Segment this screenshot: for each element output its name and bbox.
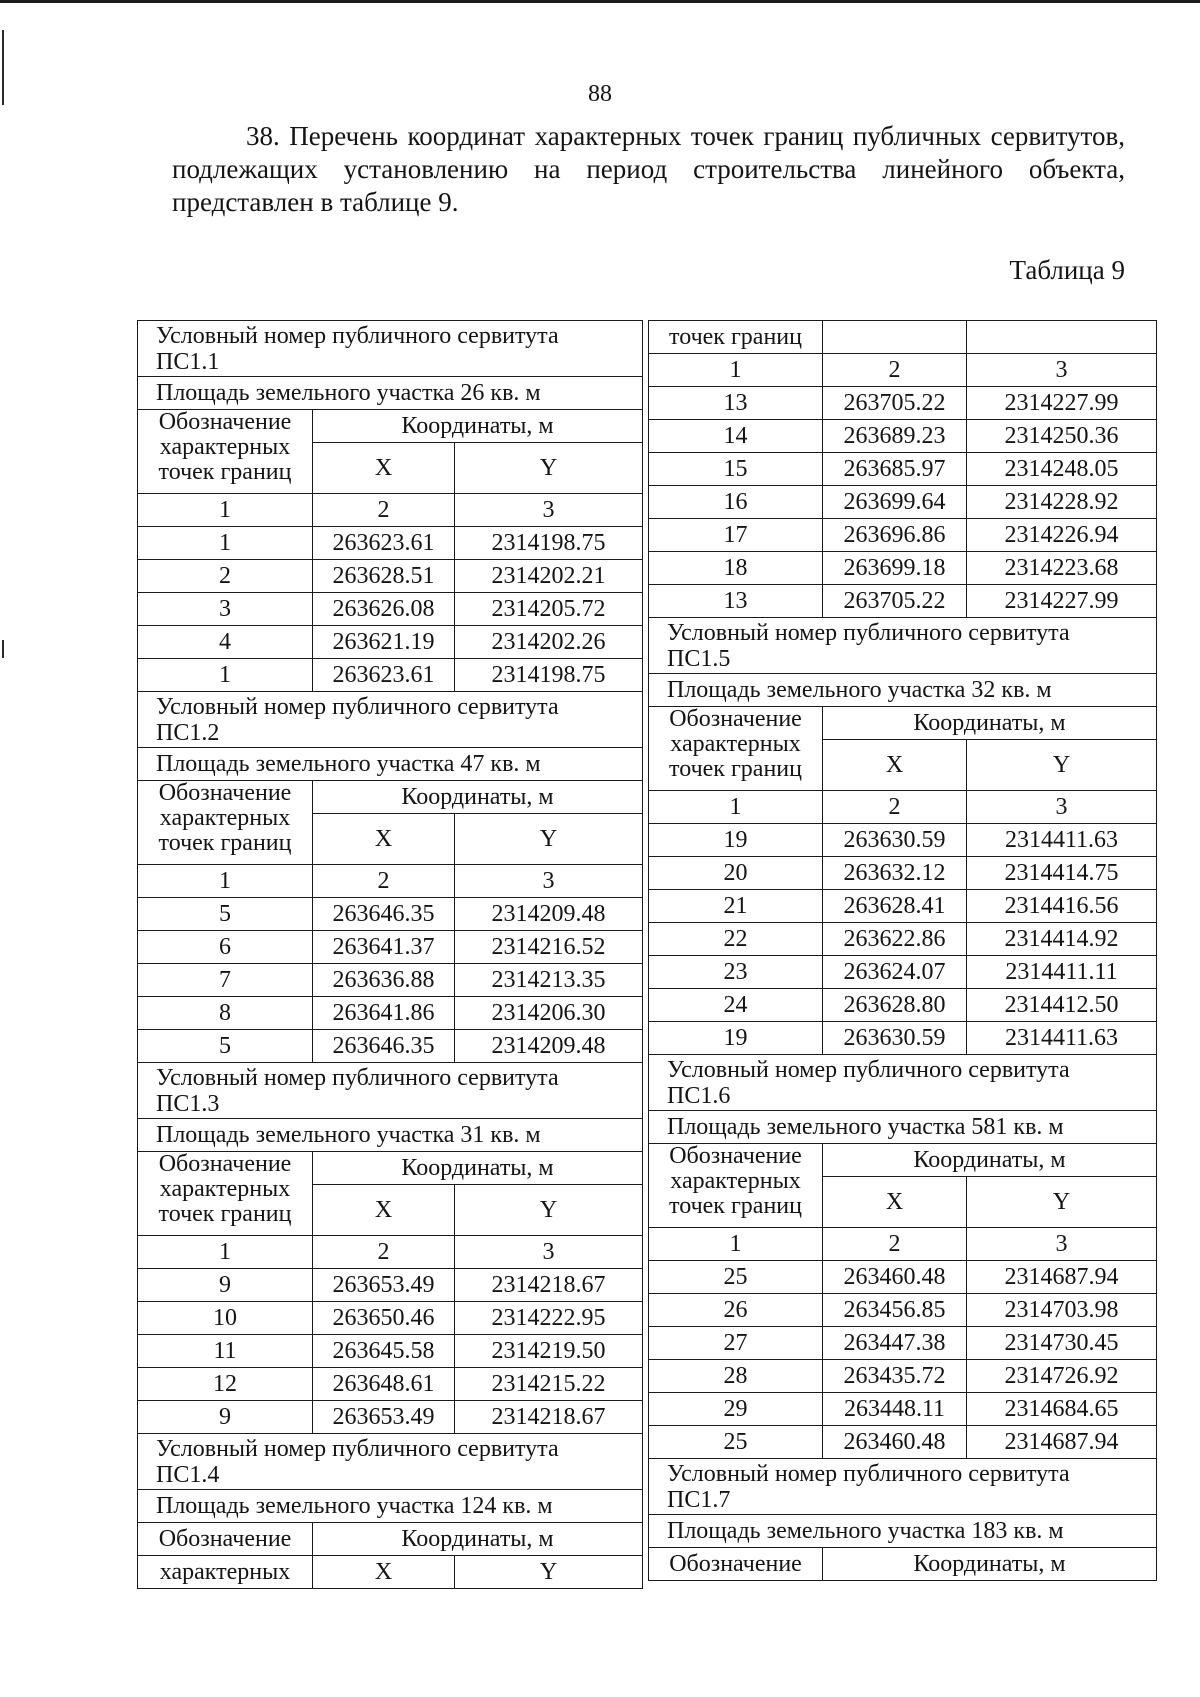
area-row: [649, 1515, 1157, 1548]
x-coordinate-cell: 263460.48: [823, 1426, 967, 1459]
column-number-2: 2: [823, 354, 967, 387]
points-label: точек границ: [158, 830, 292, 856]
point-number-cell: 4: [138, 626, 313, 659]
column-number-3: 3: [455, 1236, 643, 1269]
area-caption: [649, 674, 1157, 707]
area-row: [138, 1119, 643, 1152]
area-value: 31: [460, 1122, 485, 1148]
point-number-cell: 27: [649, 1327, 823, 1360]
x-header: X: [313, 443, 455, 494]
x-header: X: [313, 814, 455, 865]
header-row: [138, 781, 643, 814]
table-column-right: [648, 320, 1156, 1581]
area-row: [138, 377, 643, 410]
servitude-caption: [649, 618, 1157, 674]
y-coordinate-cell: 2314202.26: [455, 626, 643, 659]
y-coordinate-cell: 2314412.50: [967, 989, 1157, 1022]
servitude-caption: [649, 1055, 1157, 1111]
x-coordinate-cell: 263705.22: [823, 387, 967, 420]
x-header: X: [313, 1185, 455, 1236]
servitude-id: ПС1.3: [156, 1090, 220, 1117]
y-coordinate-cell: 2314687.94: [967, 1261, 1157, 1294]
area-label: Площадь земельного участка: [156, 751, 455, 777]
column-number-2: 2: [313, 865, 455, 898]
y-header: Y: [455, 443, 643, 494]
area-caption: [649, 1111, 1157, 1144]
table-row: [649, 1327, 1157, 1360]
table-row: [649, 857, 1157, 890]
x-coordinate-cell: 263696.86: [823, 519, 967, 552]
y-header: Y: [455, 1556, 643, 1589]
y-coordinate-cell: 2314414.92: [967, 923, 1157, 956]
characteristic-label: характерных: [670, 1168, 801, 1194]
table-row: [138, 931, 643, 964]
table-row: [649, 1022, 1157, 1055]
column-number-row: [138, 494, 643, 527]
x-coordinate-cell: 263646.35: [313, 898, 455, 931]
table-row: [649, 890, 1157, 923]
point-number-cell: 9: [138, 1269, 313, 1302]
column-number-1: 1: [649, 354, 823, 387]
intro-paragraph: 38. Перечень координат характерных точек границ публичных сервитутов, подлежащих установлению на период строительства линейного объекта, представлен в таблице 9.: [172, 121, 1125, 217]
x-coordinate-cell: 263650.46: [313, 1302, 455, 1335]
area-label: Площадь земельного участка: [667, 1114, 966, 1140]
x-coordinate-cell: 263689.23: [823, 420, 967, 453]
point-number-cell: 28: [649, 1360, 823, 1393]
servitude-label: Условный номер публичного сервитута: [667, 619, 1070, 646]
area-unit: кв. м: [502, 1493, 553, 1519]
area-unit: кв. м: [490, 1122, 541, 1148]
points-label: точек границ: [669, 756, 802, 782]
x-coordinate-cell: 263653.49: [313, 1401, 455, 1434]
y-coordinate-cell: 2314226.94: [967, 519, 1157, 552]
table-row: [138, 1302, 643, 1335]
page-number: 88: [588, 81, 612, 107]
y-coordinate-cell: 2314198.75: [455, 527, 643, 560]
coords-header: Координаты, м: [313, 410, 643, 443]
x-coordinate-cell: 263623.61: [313, 659, 455, 692]
y-coordinate-cell: 2314219.50: [455, 1335, 643, 1368]
servitude-id: ПС1.5: [667, 645, 731, 672]
point-number-cell: 25: [649, 1261, 823, 1294]
table-row: [649, 1426, 1157, 1459]
coords-header: Координаты, м: [313, 1152, 643, 1185]
coords-header: Координаты, м: [313, 1523, 643, 1556]
y-coordinate-cell: 2314202.21: [455, 560, 643, 593]
y-coordinate-cell: 2314416.56: [967, 890, 1157, 923]
points-header-continued: точек границ: [649, 321, 823, 354]
scan-edge: [0, 0, 1200, 3]
column-number-3: 3: [967, 791, 1157, 824]
designation-label: Обозначение: [669, 1143, 802, 1169]
y-header: Y: [967, 740, 1157, 791]
y-coordinate-cell: 2314687.94: [967, 1426, 1157, 1459]
points-label: точек границ: [158, 459, 292, 485]
servitude-id: ПС1.1: [156, 348, 220, 375]
coordinates-table-right: [648, 320, 1157, 1581]
y-coordinate-cell: 2314248.05: [967, 453, 1157, 486]
header-row: [138, 1523, 643, 1556]
point-number-cell: 10: [138, 1302, 313, 1335]
x-coordinate-cell: 263636.88: [313, 964, 455, 997]
servitude-label: Условный номер публичного сервитута: [667, 1056, 1070, 1083]
y-header: Y: [967, 1177, 1157, 1228]
area-value: 124: [460, 1493, 497, 1519]
table-row: [138, 964, 643, 997]
servitude-caption-row: [649, 1459, 1157, 1515]
column-number-2: 2: [313, 494, 455, 527]
area-unit: кв. м: [1013, 1518, 1064, 1544]
x-coordinate-cell: 263630.59: [823, 1022, 967, 1055]
point-number-cell: 1: [138, 659, 313, 692]
coords-header: Координаты, м: [823, 1548, 1157, 1581]
x-coordinate-cell: 263645.58: [313, 1335, 455, 1368]
scan-mark: [2, 640, 4, 658]
y-coordinate-cell: 2314703.98: [967, 1294, 1157, 1327]
area-value: 183: [971, 1518, 1008, 1544]
point-number-cell: 23: [649, 956, 823, 989]
servitude-label: Условный номер публичного сервитута: [667, 1460, 1070, 1487]
area-value: 32: [971, 677, 996, 703]
x-coordinate-cell: 263705.22: [823, 585, 967, 618]
points-label: точек границ: [158, 1201, 292, 1227]
point-number-cell: 8: [138, 997, 313, 1030]
area-label: Площадь земельного участка: [667, 1518, 966, 1544]
y-coordinate-cell: 2314250.36: [967, 420, 1157, 453]
table-row: [649, 1360, 1157, 1393]
table-row: [649, 989, 1157, 1022]
y-coordinate-cell: 2314726.92: [967, 1360, 1157, 1393]
x-coordinate-cell: 263699.64: [823, 486, 967, 519]
point-number-cell: 6: [138, 931, 313, 964]
column-number-1: 1: [138, 865, 313, 898]
table-row: [138, 1401, 643, 1434]
y-coordinate-cell: 2314209.48: [455, 898, 643, 931]
point-number-cell: 15: [649, 453, 823, 486]
point-number-cell: 17: [649, 519, 823, 552]
x-coordinate-cell: 263622.86: [823, 923, 967, 956]
table-row: [649, 420, 1157, 453]
point-number-cell: 11: [138, 1335, 313, 1368]
y-coordinate-cell: 2314215.22: [455, 1368, 643, 1401]
area-caption: [138, 1490, 643, 1523]
x-header: X: [823, 740, 967, 791]
area-unit: кв. м: [1001, 677, 1052, 703]
servitude-id: ПС1.7: [667, 1486, 731, 1513]
point-number-cell: 9: [138, 1401, 313, 1434]
designation-header: [649, 1144, 823, 1228]
x-coordinate-cell: 263435.72: [823, 1360, 967, 1393]
y-coordinate-cell: 2314227.99: [967, 585, 1157, 618]
header-row: [649, 321, 1157, 354]
area-caption: [138, 1119, 643, 1152]
header-row: [138, 410, 643, 443]
header-row: [649, 707, 1157, 740]
point-number-cell: 26: [649, 1294, 823, 1327]
x-coordinate-cell: 263641.37: [313, 931, 455, 964]
designation-header: Обозначение: [138, 1523, 313, 1556]
servitude-caption-row: [649, 1055, 1157, 1111]
area-row: [138, 1490, 643, 1523]
y-coordinate-cell: 2314209.48: [455, 1030, 643, 1063]
servitude-caption-row: [138, 1063, 643, 1119]
y-coordinate-cell: 2314198.75: [455, 659, 643, 692]
y-coordinate-cell: 2314411.63: [967, 824, 1157, 857]
point-number-cell: 1: [138, 527, 313, 560]
table-row: [138, 626, 643, 659]
designation-header: [138, 781, 313, 865]
y-header: Y: [455, 1185, 643, 1236]
table-row: [138, 560, 643, 593]
x-coordinate-cell: 263460.48: [823, 1261, 967, 1294]
servitude-id: ПС1.2: [156, 719, 220, 746]
point-number-cell: 13: [649, 387, 823, 420]
table-row: [138, 659, 643, 692]
table-row: [138, 1030, 643, 1063]
column-number-3: 3: [967, 354, 1157, 387]
table-row: [649, 824, 1157, 857]
y-coordinate-cell: 2314411.11: [967, 956, 1157, 989]
coords-header: Координаты, м: [313, 781, 643, 814]
area-value: 26: [460, 380, 485, 406]
designation-header: [138, 410, 313, 494]
table-row: [138, 593, 643, 626]
table-row: [649, 519, 1157, 552]
points-label: точек границ: [669, 1193, 802, 1219]
column-number-3: 3: [455, 494, 643, 527]
table-row: [649, 956, 1157, 989]
point-number-cell: 24: [649, 989, 823, 1022]
coords-header: Координаты, м: [823, 1144, 1157, 1177]
servitude-caption: [649, 1459, 1157, 1515]
x-coordinate-cell: 263624.07: [823, 956, 967, 989]
servitude-id: ПС1.6: [667, 1082, 731, 1109]
column-number-row: [649, 354, 1157, 387]
designation-header: Обозначение: [649, 1548, 823, 1581]
table-row: [138, 997, 643, 1030]
column-number-row: [138, 1236, 643, 1269]
characteristic-header: характерных: [138, 1556, 313, 1589]
point-number-cell: 3: [138, 593, 313, 626]
column-number-2: 2: [313, 1236, 455, 1269]
x-coordinate-cell: 263628.41: [823, 890, 967, 923]
x-header: X: [313, 1556, 455, 1589]
table-row: [649, 1393, 1157, 1426]
area-unit: кв. м: [490, 751, 541, 777]
header-row: [649, 1144, 1157, 1177]
x-coordinate-cell: 263630.59: [823, 824, 967, 857]
header-row: [138, 1152, 643, 1185]
servitude-id: ПС1.4: [156, 1461, 220, 1488]
y-coordinate-cell: 2314218.67: [455, 1401, 643, 1434]
y-coordinate-cell: 2314205.72: [455, 593, 643, 626]
point-number-cell: 19: [649, 1022, 823, 1055]
area-row: [649, 1111, 1157, 1144]
x-coordinate-cell: 263626.08: [313, 593, 455, 626]
y-coordinate-cell: 2314228.92: [967, 486, 1157, 519]
point-number-cell: 29: [649, 1393, 823, 1426]
area-unit: кв. м: [1013, 1114, 1064, 1140]
table-row: [138, 1368, 643, 1401]
x-coordinate-cell: 263646.35: [313, 1030, 455, 1063]
area-row: [649, 674, 1157, 707]
table-row: [649, 1294, 1157, 1327]
column-number-2: 2: [823, 1228, 967, 1261]
coordinates-table-left: [137, 320, 643, 1589]
point-number-cell: 5: [138, 898, 313, 931]
header-row: [138, 1556, 643, 1589]
x-coordinate-cell: 263628.80: [823, 989, 967, 1022]
x-coordinate-cell: 263448.11: [823, 1393, 967, 1426]
x-coordinate-cell: 263456.85: [823, 1294, 967, 1327]
x-coordinate-cell: 263447.38: [823, 1327, 967, 1360]
designation-header: [138, 1152, 313, 1236]
header-row: [649, 1548, 1157, 1581]
table-caption: Таблица 9: [1009, 255, 1125, 285]
table-row: [649, 1261, 1157, 1294]
area-caption: [138, 748, 643, 781]
x-coordinate-cell: 263628.51: [313, 560, 455, 593]
area-label: Площадь земельного участка: [156, 1493, 455, 1519]
empty-header-cell: [823, 321, 967, 354]
column-number-1: 1: [138, 1236, 313, 1269]
x-coordinate-cell: 263641.86: [313, 997, 455, 1030]
table-column-left: [137, 320, 642, 1589]
y-coordinate-cell: 2314222.95: [455, 1302, 643, 1335]
servitude-caption-row: [649, 618, 1157, 674]
characteristic-label: характерных: [159, 805, 291, 831]
table-row: [649, 923, 1157, 956]
x-header: X: [823, 1177, 967, 1228]
servitude-label: Условный номер публичного сервитута: [156, 1435, 559, 1462]
y-header: Y: [455, 814, 643, 865]
servitude-caption: [138, 1063, 643, 1119]
table-row: [138, 1269, 643, 1302]
table-row: [649, 453, 1157, 486]
area-label: Площадь земельного участка: [156, 380, 455, 406]
x-coordinate-cell: 263621.19: [313, 626, 455, 659]
point-number-cell: 21: [649, 890, 823, 923]
table-row: [649, 585, 1157, 618]
area-label: Площадь земельного участка: [667, 677, 966, 703]
servitude-label: Условный номер публичного сервитута: [156, 693, 559, 720]
servitude-caption-row: [138, 692, 643, 748]
table-row: [649, 486, 1157, 519]
designation-label: Обозначение: [158, 780, 292, 806]
servitude-caption: [138, 1434, 643, 1490]
coords-header: Координаты, м: [823, 707, 1157, 740]
table-row: [138, 527, 643, 560]
y-coordinate-cell: 2314414.75: [967, 857, 1157, 890]
x-coordinate-cell: 263699.18: [823, 552, 967, 585]
characteristic-label: характерных: [159, 434, 291, 460]
point-number-cell: 25: [649, 1426, 823, 1459]
point-number-cell: 5: [138, 1030, 313, 1063]
characteristic-label: характерных: [670, 731, 801, 757]
area-unit: кв. м: [490, 380, 541, 406]
servitude-caption-row: [138, 321, 643, 377]
point-number-cell: 19: [649, 824, 823, 857]
point-number-cell: 12: [138, 1368, 313, 1401]
x-coordinate-cell: 263653.49: [313, 1269, 455, 1302]
point-number-cell: 22: [649, 923, 823, 956]
y-coordinate-cell: 2314730.45: [967, 1327, 1157, 1360]
y-coordinate-cell: 2314218.67: [455, 1269, 643, 1302]
column-number-1: 1: [649, 791, 823, 824]
column-number-1: 1: [138, 494, 313, 527]
area-row: [138, 748, 643, 781]
y-coordinate-cell: 2314223.68: [967, 552, 1157, 585]
x-coordinate-cell: 263623.61: [313, 527, 455, 560]
characteristic-label: характерных: [159, 1176, 291, 1202]
point-number-cell: 2: [138, 560, 313, 593]
point-number-cell: 16: [649, 486, 823, 519]
point-number-cell: 14: [649, 420, 823, 453]
designation-label: Обозначение: [669, 706, 802, 732]
point-number-cell: 20: [649, 857, 823, 890]
y-coordinate-cell: 2314213.35: [455, 964, 643, 997]
point-number-cell: 13: [649, 585, 823, 618]
area-caption: [649, 1515, 1157, 1548]
table-row: [649, 552, 1157, 585]
area-value: 581: [971, 1114, 1008, 1140]
y-coordinate-cell: 2314206.30: [455, 997, 643, 1030]
area-caption: [138, 377, 643, 410]
area-value: 47: [460, 751, 485, 777]
column-number-row: [649, 791, 1157, 824]
x-coordinate-cell: 263632.12: [823, 857, 967, 890]
point-number-cell: 18: [649, 552, 823, 585]
table-row: [649, 387, 1157, 420]
servitude-label: Условный номер публичного сервитута: [156, 1064, 559, 1091]
servitude-caption: [138, 692, 643, 748]
point-number-cell: 7: [138, 964, 313, 997]
column-number-row: [138, 865, 643, 898]
column-number-row: [649, 1228, 1157, 1261]
area-label: Площадь земельного участка: [156, 1122, 455, 1148]
column-number-2: 2: [823, 791, 967, 824]
y-coordinate-cell: 2314411.63: [967, 1022, 1157, 1055]
y-coordinate-cell: 2314684.65: [967, 1393, 1157, 1426]
table-row: [138, 1335, 643, 1368]
designation-header: [649, 707, 823, 791]
table-row: [138, 898, 643, 931]
column-number-3: 3: [455, 865, 643, 898]
column-number-1: 1: [649, 1228, 823, 1261]
servitude-caption-row: [138, 1434, 643, 1490]
servitude-label: Условный номер публичного сервитута: [156, 322, 559, 349]
servitude-caption: [138, 321, 643, 377]
column-number-3: 3: [967, 1228, 1157, 1261]
y-coordinate-cell: 2314227.99: [967, 387, 1157, 420]
x-coordinate-cell: 263648.61: [313, 1368, 455, 1401]
y-coordinate-cell: 2314216.52: [455, 931, 643, 964]
designation-label: Обозначение: [158, 409, 292, 435]
empty-header-cell: [967, 321, 1157, 354]
x-coordinate-cell: 263685.97: [823, 453, 967, 486]
designation-label: Обозначение: [158, 1151, 292, 1177]
